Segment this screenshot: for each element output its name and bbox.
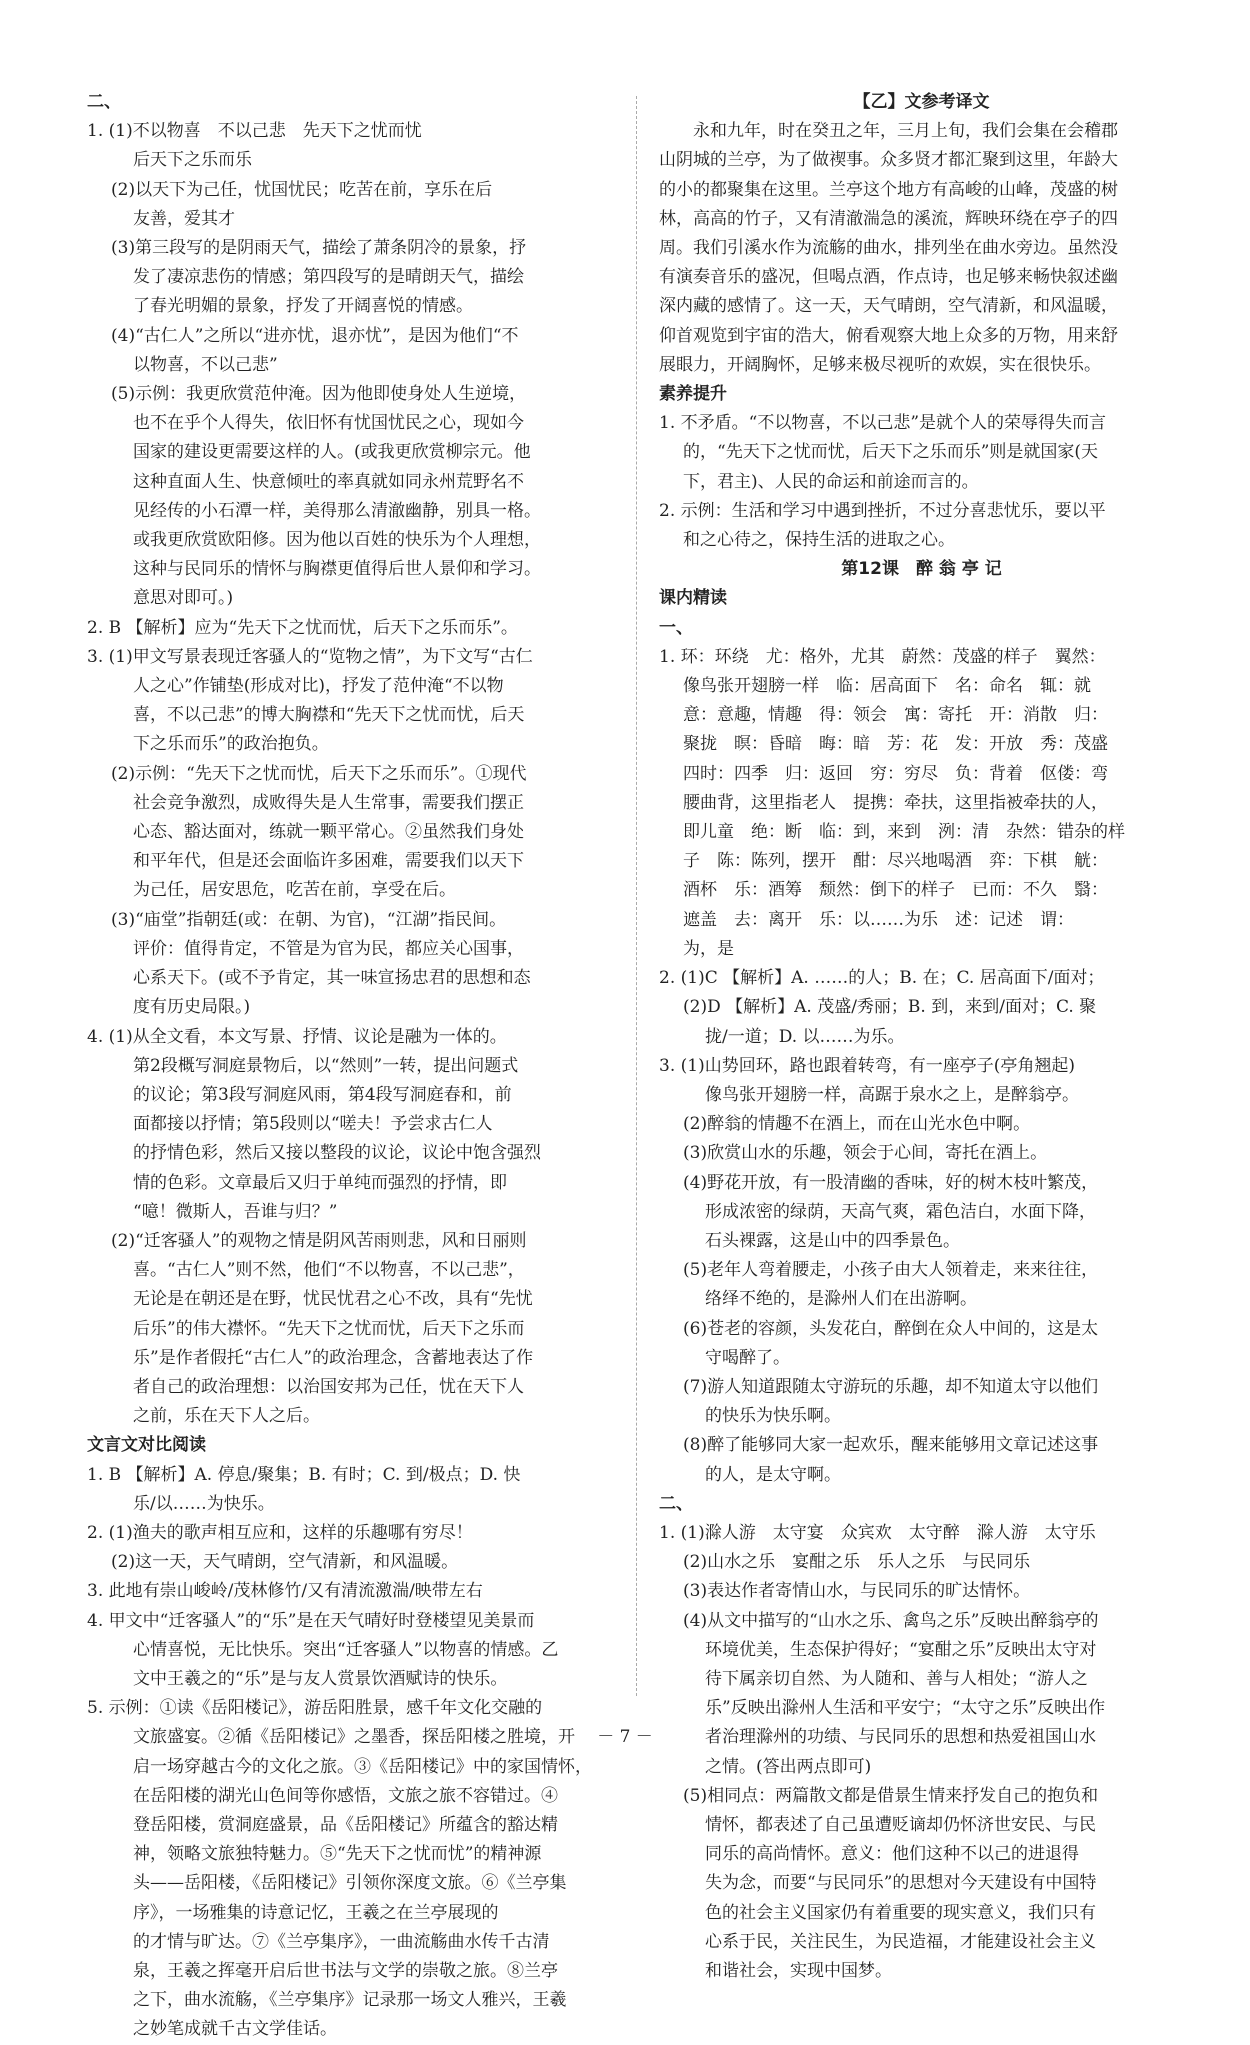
text-line: 后乐”的伟大襟怀。“先天下之忧而忧，后天下之乐而 — [133, 1318, 525, 1339]
text-line: (6)苍老的容颜，头发花白，醉倒在众人中间的，这是太 — [683, 1318, 1099, 1339]
text-line: 5. 示例：①读《岳阳楼记》，游岳阳胜景，感千年文化交融的 — [87, 1698, 543, 1719]
text-line: 环境优美，生态保护得好；“宴酣之乐”反映出太守对 — [705, 1639, 1097, 1660]
text-line: 2. 示例：生活和学习中遇到挫折，不过分喜悲忧乐，要以平 — [659, 500, 1106, 521]
text-line: 乐”反映出滁州人生活和平安宁；“太守之乐”反映出作 — [705, 1698, 1106, 1719]
text-line: 无论是在朝还是在野，忧民忧君之心不改，具有“先忧 — [133, 1289, 533, 1310]
text-line: 和之心待之，保持生活的进取之心。 — [683, 530, 955, 551]
text-line: (8)醉了能够同大家一起欢乐，醒来能够用文章记述这事 — [683, 1435, 1099, 1456]
text-line: 像鸟张开翅膀一样 临：居高面下 名：命名 辄：就 — [683, 676, 1091, 697]
text-line: 酒杯 乐：酒筹 颓然：倒下的样子 已而：不久 翳： — [683, 880, 1108, 901]
text-line: (2)山水之乐 宴酣之乐 乐人之乐 与民同乐 — [683, 1552, 1031, 1573]
text-line: 心系天下。(或不予肯定，其一味宣扬忠君的思想和态 — [133, 968, 531, 989]
text-line: 文旅盛宴。②循《岳阳楼记》之墨香，探岳阳楼之胜境，开 — [133, 1727, 575, 1748]
text-line: 3. (1)甲文写景表现迁客骚人的“览物之情”，为下文写“古仁 — [87, 646, 533, 667]
text-line: (3)表达作者寄情山水，与民同乐的旷达情怀。 — [683, 1581, 1031, 1602]
text-line: (4)从文中描写的“山水之乐、禽鸟之乐”反映出醉翁亭的 — [683, 1610, 1099, 1631]
text-line: 神，领略文旅独特魅力。⑤“先天下之忧而忧”的精神源 — [133, 1844, 542, 1865]
text-line: 即儿童 绝：断 临：到，来到 洌：清 杂然：错杂的样 — [683, 822, 1125, 843]
text-line: 友善，爱其才 — [133, 208, 235, 229]
section-heading: 文言文对比阅读 — [87, 1435, 206, 1456]
text-line: 意思对即可。) — [133, 588, 234, 609]
text-line: 心系于民，关注民生，为民造福，才能建设社会主义 — [705, 1931, 1096, 1952]
text-line: 4. 甲文中“迁客骚人”的“乐”是在天气晴好时登楼望见美景而 — [87, 1610, 535, 1631]
text-line: 遮盖 去：离开 乐：以……为乐 述：记述 谓： — [683, 909, 1074, 930]
text-line: 乐”是作者假托“古仁人”的政治理念，含蓄地表达了作 — [133, 1347, 534, 1368]
column-divider — [636, 96, 637, 1696]
text-line: 登岳阳楼，赏洞庭盛景，品《岳阳楼记》所蕴含的豁达精 — [133, 1814, 558, 1835]
text-line: 心态、豁达面对，练就一颗平常心。②虽然我们身处 — [133, 822, 524, 843]
text-line: 后天下之乐而乐 — [133, 150, 252, 171]
text-line: 评价：值得肯定，不管是为官为民，都应关心国事， — [133, 938, 524, 959]
text-line: “噫！微斯人，吾谁与归？” — [133, 1201, 338, 1222]
text-line: 见经传的小石潭一样，美得那么清澈幽静，别具一格。 — [133, 500, 541, 521]
text-line: 和平年代，但是还会面临许多困难，需要我们以天下 — [133, 851, 524, 872]
text-line: 腰曲背，这里指老人 提携：牵扶，这里指被牵扶的人， — [683, 792, 1108, 813]
section-heading: 一、 — [659, 617, 693, 638]
text-line: 也不在乎个人得失，依旧怀有忧国忧民之心，现如今 — [133, 413, 524, 434]
text-line: 面都接以抒情；第5段则以“嗟夫！予尝求古仁人 — [133, 1114, 493, 1135]
text-line: (2)示例：“先天下之忧而忧，后天下之乐而乐”。①现代 — [111, 763, 527, 784]
text-line: 启一场穿越古今的文化之旅。③《岳阳楼记》中的家国情怀， — [133, 1756, 592, 1777]
text-line: 头——岳阳楼，《岳阳楼记》引领你深度文旅。⑥《兰亭集 — [133, 1873, 567, 1894]
text-line: 展眼力，开阔胸怀，足够来极尽视听的欢娱，实在很快乐。 — [659, 354, 1101, 375]
page-number: － 7 － — [597, 1727, 653, 1747]
section-heading: 【乙】文参考译文 — [853, 92, 990, 112]
text-line: (2)D 【解析】A. 茂盛/秀丽；B. 到，来到/面对；C. 聚 — [683, 997, 1097, 1018]
text-line: (7)游人知道跟随太守游玩的乐趣，却不知道太守以他们 — [683, 1376, 1099, 1397]
text-line: 意：意趣，情趣 得：领会 寓：寄托 开：消散 归： — [683, 705, 1108, 726]
text-line: 以物喜，不以己悲” — [133, 354, 278, 375]
text-line: 2. B 【解析】应为“先天下之忧而忧，后天下之乐而乐”。 — [87, 617, 518, 638]
text-line: 和谐社会，实现中国梦。 — [705, 1961, 892, 1981]
text-line: 石头裸露，这是山中的四季景色。 — [705, 1230, 960, 1251]
text-line: 泉，王羲之挥毫开启后世书法与文学的崇敬之旅。⑧兰亭 — [133, 1961, 558, 1981]
text-line: 者自己的政治理想：以治国安邦为己任，忧在天下人 — [133, 1376, 524, 1397]
text-line: 的议论；第3段写洞庭风雨，第4段写洞庭春和，前 — [133, 1084, 512, 1105]
text-line: 下之乐而乐”的政治抱负。 — [133, 734, 329, 755]
text-line: 4. (1)从全文看，本文写景、抒情、议论是融为一体的。 — [87, 1026, 507, 1047]
text-line: 情的色彩。文章最后又归于单纯而强烈的抒情，即 — [133, 1172, 507, 1193]
text-line: 3. 此地有崇山峻岭/茂林修竹/又有清流激湍/映带左右 — [87, 1581, 483, 1602]
text-line: (3)第三段写的是阴雨天气，描绘了萧条阴冷的景象，抒 — [111, 238, 527, 259]
text-line: 深内藏的感情了。这一天，天气晴朗，空气清新，和风温暖， — [659, 296, 1118, 317]
text-line: 喜，不以己悲”的博大胸襟和“先天下之忧而忧，后天 — [133, 705, 525, 726]
text-line: 第2段概写洞庭景物后，以“然则”一转，提出问题式 — [133, 1055, 519, 1076]
section-heading: 二、 — [87, 92, 121, 112]
text-line: 1. 不矛盾。“不以物喜，不以己悲”是就个人的荣辱得失而言 — [659, 413, 1107, 434]
text-line: 3. (1)山势回环，路也跟着转弯，有一座亭子(亭角翘起) — [659, 1055, 1075, 1076]
text-line: 形成浓密的绿荫，天高气爽，霜色洁白，水面下降， — [705, 1201, 1096, 1222]
text-line: 周。我们引溪水作为流觞的曲水，排列坐在曲水旁边。虽然没 — [659, 238, 1118, 259]
text-line: 文中王羲之的“乐”是与友人赏景饮酒赋诗的快乐。 — [133, 1668, 508, 1689]
text-line: 的，“先天下之忧而忧，后天下之乐而乐”则是就国家(天 — [683, 442, 1099, 463]
text-line: 的才情与旷达。⑦《兰亭集序》，一曲流觞曲水传千古清 — [133, 1931, 550, 1952]
text-line: 社会竞争激烈，成败得失是人生常事，需要我们摆正 — [133, 792, 524, 813]
section-heading: 二、 — [659, 1493, 693, 1514]
text-line: (2)这一天，天气晴朗，空气清新，和风温暖。 — [111, 1552, 459, 1573]
text-line: (4)“古仁人”之所以“进亦忧，退亦忧”，是因为他们“不 — [111, 325, 519, 346]
text-line: 的人，是太守啊。 — [705, 1464, 841, 1485]
text-line: 下，君主)、人民的命运和前途而言的。 — [683, 471, 979, 492]
left-column — [87, 88, 620, 2045]
text-line: 之前，乐在天下人之后。 — [133, 1406, 320, 1427]
text-line: 或我更欣赏欧阳修。因为他以百姓的快乐为个人理想， — [133, 530, 541, 551]
section-heading: 课内精读 — [659, 588, 727, 609]
text-line: 情怀，都表述了自己虽遭贬谪却仍怀济世安民、与民 — [705, 1814, 1096, 1835]
section-heading: 第12课 醉 翁 亭 记 — [841, 559, 1002, 580]
text-line: 色的社会主义国家仍有着重要的现实意义，我们只有 — [705, 1902, 1096, 1923]
text-line: (2)“迁客骚人”的观物之情是阴风苦雨则悲，风和日丽则 — [111, 1230, 527, 1251]
text-line: 喜。“古仁人”则不然，他们“不以物喜，不以己悲”， — [133, 1260, 525, 1281]
text-line: 之妙笔成就千古文学佳话。 — [133, 2019, 337, 2040]
text-line: 2. (1)C 【解析】A. ……的人；B. 在；C. 居高面下/面对； — [659, 968, 1105, 989]
text-line: 这种与民同乐的情怀与胸襟更值得后世人景仰和学习。 — [133, 559, 541, 580]
text-line: (5)示例：我更欣赏范仲淹。因为他即使身处人生逆境， — [111, 384, 527, 405]
text-line: 子 陈：陈列，摆开 酣：尽兴地喝酒 弈：下棋 觥： — [683, 851, 1108, 872]
text-line: 仰首观览到宇宙的浩大，俯看观察大地上众多的万物，用来舒 — [659, 325, 1118, 346]
text-line: (4)野花开放，有一股清幽的香味，好的树木枝叶繁茂， — [683, 1172, 1099, 1193]
text-line: 之下，曲水流觞，《兰亭集序》记录那一场文人雅兴，王羲 — [133, 1990, 567, 2011]
text-line: 的抒情色彩，然后又接以整段的议论，议论中饱含强烈 — [133, 1143, 541, 1164]
text-line: 1. 环：环绕 尤：格外，尤其 蔚然：茂盛的样子 翼然： — [659, 646, 1106, 667]
text-line: 国家的建设更需要这样的人。(或我更欣赏柳宗元。他 — [133, 442, 531, 463]
text-line: 为己任，居安思危，吃苦在前，享受在后。 — [133, 880, 456, 901]
text-line: (2)醉翁的情趣不在酒上，而在山光水色中啊。 — [683, 1114, 1031, 1135]
text-line: 的快乐为快乐啊。 — [705, 1406, 841, 1427]
text-line: 林，高高的竹子，又有清澈湍急的溪流，辉映环绕在亭子的四 — [659, 208, 1118, 229]
text-line: 络绎不绝的，是滁州人们在出游啊。 — [705, 1289, 977, 1310]
text-line: 1. B 【解析】A. 停息/聚集；B. 有时；C. 到/极点；D. 快 — [87, 1464, 521, 1485]
text-line: 山阴城的兰亭，为了做禊事。众多贤才都汇聚到这里，年龄大 — [659, 150, 1118, 171]
text-line: 1. (1)滁人游 太守宴 众宾欢 太守醉 滁人游 太守乐 — [659, 1522, 1096, 1543]
text-line: 度有历史局限。) — [133, 997, 251, 1018]
text-line: 像鸟张开翅膀一样，高踞于泉水之上，是醉翁亭。 — [705, 1084, 1079, 1105]
text-line: 之情。(答出两点即可) — [705, 1756, 872, 1777]
text-line: 拢/一道；D. 以……为乐。 — [705, 1026, 905, 1047]
text-line: 这种直面人生、快意倾吐的率真就如同永州荒野名不 — [133, 471, 524, 492]
text-line: 发了凄凉悲伤的情感；第四段写的是晴朗天气，描绘 — [133, 267, 524, 288]
text-line: 乐/以……为快乐。 — [133, 1493, 275, 1514]
text-line: (3)“庙堂”指朝廷(或：在朝、为官)，“江湖”指民间。 — [111, 909, 507, 930]
text-line: 有演奏音乐的盛况，但喝点酒，作点诗，也足够来畅快叙述幽 — [659, 267, 1118, 288]
text-line: 守喝醉了。 — [705, 1347, 790, 1368]
text-line: 1. (1)不以物喜 不以己悲 先天下之忧而忧 — [87, 121, 422, 142]
text-line: 为，是 — [683, 938, 734, 959]
text-line: (3)欣赏山水的乐趣，领会于心间，寄托在酒上。 — [683, 1143, 1048, 1164]
text-line: 了春光明媚的景象，抒发了开阔喜悦的情感。 — [133, 296, 473, 317]
text-line: 心情喜悦，无比快乐。突出“迁客骚人”以物喜的情感。乙 — [133, 1639, 559, 1660]
text-line: (2)以天下为己任，忧国忧民；吃苦在前，享乐在后 — [111, 179, 493, 200]
section-heading: 素养提升 — [659, 384, 727, 405]
text-line: 在岳阳楼的湖光山色间等你感悟，文旅之旅不容错过。④ — [133, 1785, 558, 1806]
text-line: (5)相同点：两篇散文都是借景生情来抒发自己的抱负和 — [683, 1785, 1099, 1806]
text-line: 人之心”作铺垫(形成对比)，抒发了范仲淹“不以物 — [133, 676, 504, 697]
text-line: 四时：四季 归：返回 穷：穷尽 负：背着 伛偻：弯 — [683, 763, 1108, 784]
text-line: 者治理滁州的功绩、与民同乐的思想和热爱祖国山水 — [705, 1727, 1096, 1748]
text-line: 永和九年，时在癸丑之年，三月上旬，我们会集在会稽郡 — [659, 121, 1118, 142]
text-line: 聚拢 暝：昏暗 晦：暗 芳：花 发：开放 秀：茂盛 — [683, 734, 1108, 755]
text-line: 2. (1)渔夫的歌声相互应和，这样的乐趣哪有穷尽！ — [87, 1522, 473, 1543]
text-line: 失为念，而要“与民同乐”的思想对今天建设有中国特 — [705, 1873, 1097, 1894]
text-line: (5)老年人弯着腰走，小孩子由大人领着走，来来往往， — [683, 1260, 1099, 1281]
text-line: 待下属亲切自然、为人随和、善与人相处；“游人之 — [705, 1668, 1088, 1689]
text-line: 序》，一场雅集的诗意记忆，王羲之在兰亭展现的 — [133, 1902, 499, 1923]
right-column — [659, 88, 1184, 1986]
text-line: 同乐的高尚情怀。意义：他们这种不以己的进退得 — [705, 1844, 1079, 1865]
text-line: 的小的都聚集在这里。兰亭这个地方有高峻的山峰，茂盛的树 — [659, 179, 1118, 200]
